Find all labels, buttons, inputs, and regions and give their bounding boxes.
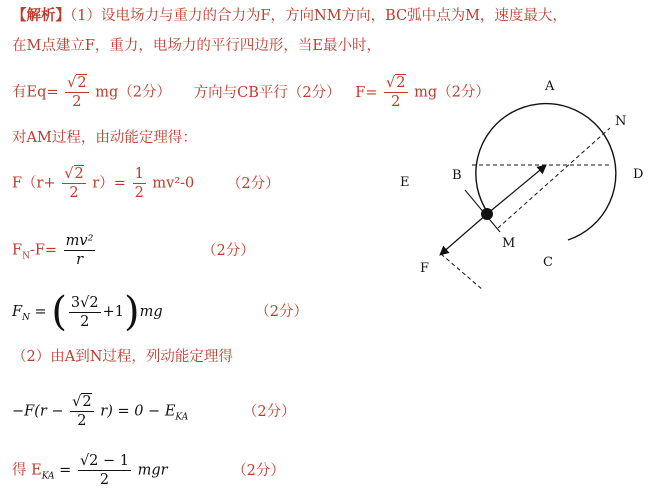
minus-f-r: −F(r − [12, 403, 64, 420]
plus-one: +1 [102, 304, 124, 320]
sqrt2-over-2-c: $\frac{√2}{2}$ [64, 166, 84, 201]
line-8-text: （2）由A到N过程，列动能定理得 [12, 349, 233, 365]
den: 2 [69, 185, 79, 201]
eq-7: = [34, 304, 47, 320]
r-eq-0: r) = 0 − E [100, 403, 176, 420]
label-f: F [420, 261, 430, 276]
label-a: A [545, 79, 555, 94]
analysis-tag: 【解析】 [12, 7, 70, 24]
sqrt-arg: 2 [396, 75, 406, 91]
label-d: D [633, 167, 644, 182]
sqrt-arg: 2 [82, 394, 92, 410]
den: 2 [72, 94, 82, 110]
score-7: （2分） [255, 304, 308, 320]
mg-score-2: mg（2分） [414, 84, 490, 101]
den-10: 2 [99, 472, 110, 488]
sqrt2-over-2-a: $\frac{√2}{2}$ [67, 75, 87, 110]
score-9: （2分） [242, 403, 296, 420]
fn-sub-7: N [22, 312, 30, 323]
direction-text: 方向与CB平行（2分） [193, 84, 341, 101]
mg-score: mg（2分） [95, 84, 171, 101]
sqrt2-over-2-b: $\frac{√2}{2}$ [386, 75, 406, 110]
ka-sub: KA [175, 412, 189, 423]
line-4-text: 对AM过程，由动能定理得： [12, 130, 197, 146]
line-2-text: 在M点建立F，重力，电场力的平行四边形，当E最小时， [12, 38, 381, 54]
den: 2 [77, 413, 87, 429]
minus-f-eq: -F= [29, 242, 58, 259]
two: 2 [134, 185, 144, 201]
label-m: M [502, 236, 516, 251]
sqrt-arg: 2 [77, 75, 87, 91]
ka-sub-10: KA [41, 471, 55, 482]
label-c: C [543, 255, 553, 270]
dashed-diagonal [498, 128, 610, 228]
sqrt2-over-2-d: $\frac{√2}{2}$ [72, 394, 92, 429]
circle-arc [476, 104, 616, 240]
label-b: B [452, 168, 462, 183]
sqrt-arg: 2 [74, 166, 84, 182]
den-7: 2 [80, 313, 90, 330]
eq-text: 有Eq= [12, 84, 59, 101]
fn-f: F [12, 242, 23, 259]
eq-10: = [59, 462, 72, 479]
line-1-text: （1）设电场力与重力的合力为F，方向NM方向，BC弧中点为M，速度最大， [70, 8, 567, 24]
f-r-plus: F（r+ [12, 175, 56, 192]
r-close-eq: r）= [92, 175, 126, 192]
f-eq: F= [355, 84, 378, 101]
arrow-to-center [487, 166, 545, 214]
mv2: mv²-0 [152, 175, 195, 192]
score-5: （2分） [226, 175, 280, 192]
dashed-f [441, 254, 483, 290]
mgr: mgr [137, 462, 168, 479]
mv2-num: mv² [65, 233, 94, 249]
label-n: N [615, 114, 627, 129]
fn-sub: N [22, 251, 30, 262]
mg-7: mg [139, 304, 163, 320]
den: 2 [391, 94, 401, 110]
3sqrt2: 3√2 [70, 294, 99, 311]
score-6: （2分） [202, 242, 255, 259]
r-den: r [76, 252, 84, 268]
de-ek: 得 E [12, 462, 42, 479]
one: 1 [134, 166, 144, 182]
line-7: $F_N$ = ( $\frac{3√2}{2}$ +1)mg （2分） [12, 289, 308, 335]
label-e: E [400, 175, 410, 190]
score-10: （2分） [232, 462, 285, 479]
arrow-f [441, 214, 487, 254]
sqrt2-minus-1: √2 − 1 [79, 453, 129, 469]
fn-lhs: F [12, 304, 23, 320]
